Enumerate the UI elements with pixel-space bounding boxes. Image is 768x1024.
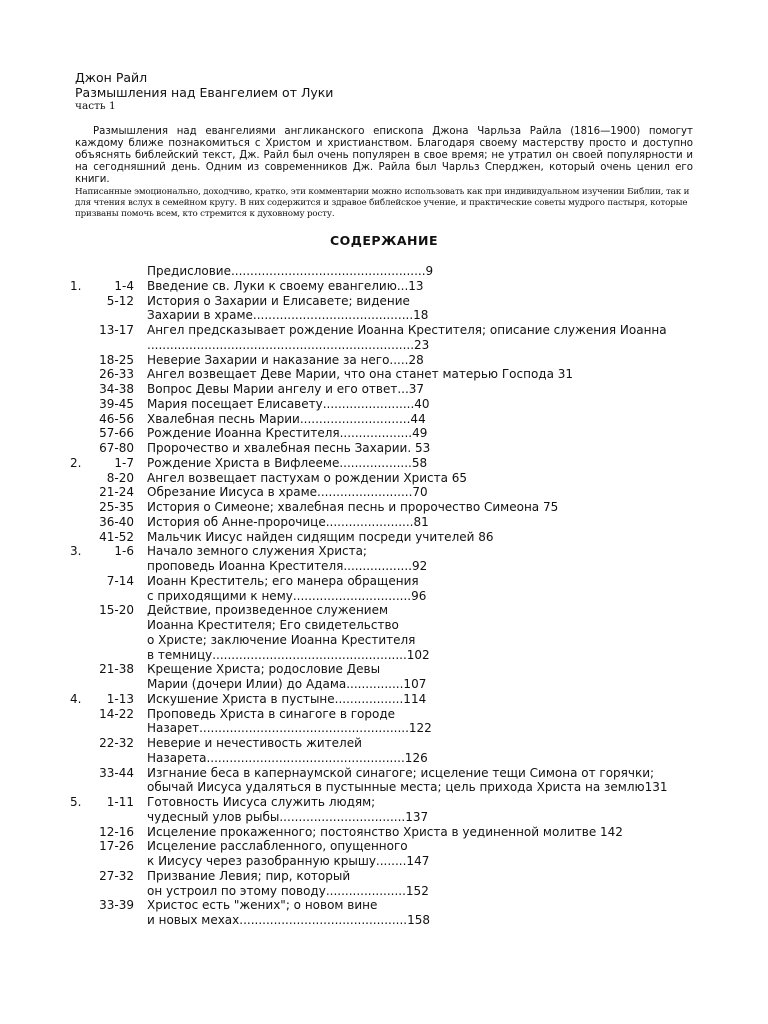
toc-entry — [70, 294, 710, 324]
toc-verse-range: 57-66 — [99, 426, 134, 441]
toc-entry — [70, 795, 710, 825]
toc-verse-range: 1-4 — [114, 278, 134, 293]
toc-entry — [70, 353, 710, 368]
toc-entry — [70, 441, 710, 456]
toc-verse-range: 25-35 — [99, 500, 134, 514]
toc-entry — [70, 530, 710, 545]
toc-entry-line: Захарии в храме..........................................18 — [147, 308, 429, 323]
toc-entry-text — [147, 367, 573, 382]
toc-entry — [70, 264, 710, 279]
toc-entry-line: Пророчество и хвалебная песнь Захарии. 53 — [147, 441, 431, 455]
toc-entry — [70, 662, 710, 692]
toc-entry-line: Начало земного служения Христа; — [147, 544, 367, 559]
toc-entry — [70, 412, 710, 427]
toc-entry — [70, 766, 710, 796]
toc-entry-line: Действие, произведенное служением — [147, 603, 389, 618]
toc-entry-line: в темницу...................................................102 — [147, 647, 430, 662]
toc-entry — [70, 839, 710, 869]
toc-entry-text — [147, 530, 494, 545]
toc-verse-range: 5-12 — [106, 293, 134, 308]
toc-entry-text — [147, 500, 558, 515]
toc-verse-range: 67-80 — [99, 441, 134, 455]
toc-entry-text — [147, 471, 467, 486]
toc-entry-line: Изгнание беса в капернаумской синагоге; исцеление тещи Симона от горячки; — [147, 765, 655, 780]
toc-entry-text — [147, 662, 426, 692]
toc-entry — [70, 515, 710, 530]
author-name: Джон Райл — [75, 70, 148, 85]
toc-entry-text — [147, 544, 427, 574]
toc-verse-range: 8-20 — [106, 470, 134, 485]
toc-verse-range: 36-40 — [99, 514, 134, 529]
toc-entry-text — [147, 736, 428, 766]
toc-chapter-number: 5. — [70, 795, 82, 809]
toc-entry-text — [147, 412, 426, 427]
toc-entry-line: Иоанна Крестителя; Его свидетельство — [147, 618, 399, 632]
toc-entry-line: Назарет.......................................................122 — [147, 721, 432, 736]
toc-entry — [70, 898, 710, 928]
toc-entry-line: Ангел возвещает пастухам о рождении Христа 65 — [147, 470, 468, 485]
toc-entry — [70, 574, 710, 604]
toc-entry-line: Исцеление расслабленного, опущенного — [147, 839, 408, 854]
toc-entry — [70, 500, 710, 515]
toc-entry — [70, 544, 710, 574]
toc-entry-text — [147, 294, 428, 324]
toc-entry-line: Вопрос Девы Марии ангелу и его ответ...37 — [147, 382, 425, 396]
toc-chapter-number: 2. — [70, 455, 82, 470]
toc-entry — [70, 397, 710, 412]
toc-entry-line: Предисловие...................................................9 — [147, 264, 434, 278]
toc-entry — [70, 869, 710, 899]
toc-entry-line: История о Симеоне; хвалебная песнь и пророчество Симеона 75 — [147, 500, 559, 514]
toc-chapter-number: 1. — [70, 278, 82, 293]
toc-entry-text — [147, 515, 429, 530]
toc-entry-line: Назарета....................................................126 — [147, 750, 428, 765]
toc-verse-range: 12-16 — [99, 824, 134, 839]
toc-entry — [70, 825, 710, 840]
toc-entry-text — [147, 825, 623, 840]
toc-entry-line: Христос есть "жених"; о новом вине — [147, 898, 378, 913]
toc-verse-range: 1-6 — [114, 544, 134, 559]
toc-entry — [70, 471, 710, 486]
toc-entry — [70, 279, 710, 294]
toc-entry-line: Рождение Христа в Вифлееме...................58 — [147, 455, 428, 470]
toc-entry-text — [147, 456, 427, 471]
toc-entry-text — [147, 839, 429, 869]
toc-entry-text — [147, 485, 428, 500]
toc-entry-line: Крещение Христа; родословие Девы — [147, 662, 381, 677]
toc-entry-line: Ангел предсказывает рождение Иоанна Крестителя; описание служения Иоанна — [147, 323, 667, 337]
toc-entry-text — [147, 574, 426, 604]
toc-verse-range: 1-13 — [106, 691, 134, 706]
toc-entry-text — [147, 279, 424, 294]
toc-verse-range: 39-45 — [99, 396, 134, 411]
toc-entry-text — [147, 603, 430, 662]
toc-entry — [70, 456, 710, 471]
toc-entry-line: к Иисусу через разобранную крышу........147 — [147, 854, 430, 868]
toc-verse-range: 17-26 — [99, 839, 134, 854]
toc-entry-text — [147, 426, 427, 441]
toc-entry-line: о Христе; заключение Иоанна Крестителя — [147, 632, 416, 647]
toc-entry-line: Исцеление прокаженного; постоянство Христа в уединенной молитве 142 — [147, 824, 623, 839]
toc-entry — [70, 323, 710, 353]
toc-entry — [70, 382, 710, 397]
toc-entry-line: чудесный улов рыбы.................................137 — [147, 809, 429, 824]
toc-verse-range: 26-33 — [99, 367, 134, 382]
toc-entry-line: Мария посещает Елисавету........................40 — [147, 396, 430, 411]
toc-entry-line: и новых мехах............................................158 — [147, 913, 430, 927]
toc-entry-line: Обрезание Иисуса в храме.........................70 — [147, 485, 428, 500]
toc-entry — [70, 603, 710, 662]
toc-entry-text — [147, 707, 432, 737]
toc-verse-range: 14-22 — [99, 706, 134, 721]
toc-verse-range: 41-52 — [99, 529, 134, 544]
toc-entry-text — [147, 795, 428, 825]
toc-verse-range: 34-38 — [99, 382, 134, 396]
toc-verse-range: 27-32 — [99, 868, 134, 883]
toc-entry-line: Готовность Иисуса служить людям; — [147, 795, 376, 809]
toc-entry-text — [147, 397, 430, 412]
toc-verse-range: 21-38 — [99, 662, 134, 677]
toc-entry-text — [147, 692, 426, 707]
toc-entry-text — [147, 353, 424, 368]
toc-verse-range: 7-14 — [106, 573, 134, 588]
toc-verse-range: 21-24 — [99, 485, 134, 500]
toc-verse-range: 33-44 — [99, 765, 134, 780]
toc-entry-line: Иоанн Креститель; его манера обращения — [147, 573, 419, 588]
toc-verse-range: 1-7 — [114, 455, 134, 470]
toc-entry-line: Хвалебная песнь Марии.............................44 — [147, 411, 426, 426]
toc-verse-range: 15-20 — [99, 603, 134, 618]
toc-entry-line: Неверие и нечестивость жителей — [147, 736, 362, 750]
table-of-contents — [70, 264, 710, 928]
toc-entry — [70, 367, 710, 382]
book-title: Размышления над Евангелием от Луки — [75, 85, 334, 100]
toc-verse-range: 18-25 — [99, 352, 134, 367]
toc-entry-text — [147, 264, 433, 279]
toc-entry-line: История о Захарии и Елисавете; видение — [147, 293, 410, 308]
toc-entry-line: Ангел возвещает Деве Марии, что она станет матерью Господа 31 — [147, 367, 574, 382]
toc-entry-line: Неверие Захарии и наказание за него.....28 — [147, 352, 424, 367]
toc-verse-range: 46-56 — [99, 411, 134, 426]
toc-entry-text — [147, 323, 667, 353]
toc-entry-line: Введение св. Луки к своему евангелию...13 — [147, 278, 424, 293]
intro-paragraph: Размышления над евангелиями англиканского епископа Джона Чарльза Райла (1816—1900) помогут каждому ближе познакомиться с Христом и христианством. Благодаря своему мастерству просто и доступно объяснять библейский текст, Дж. Райл был очень популярен в свое время; не утратил он своей популярности и на сегодняшний день. Одним из современников Дж. Райла был Чарльз Сперджен, который очень ценил его книги. — [75, 126, 693, 186]
toc-verse-range: 1-11 — [106, 795, 134, 809]
toc-entry-line: проповедь Иоанна Крестителя..................92 — [147, 559, 428, 573]
toc-entry-line: Марии (дочери Илии) до Адама...............107 — [147, 677, 427, 691]
toc-entry — [70, 707, 710, 737]
toc-entry — [70, 426, 710, 441]
toc-verse-range: 33-39 — [99, 898, 134, 913]
toc-entry — [70, 692, 710, 707]
toc-verse-range: 13-17 — [99, 323, 134, 337]
toc-entry — [70, 485, 710, 500]
toc-chapter-number: 4. — [70, 691, 82, 706]
toc-entry — [70, 736, 710, 766]
toc-entry-text — [147, 869, 429, 899]
toc-entry-line: Призвание Левия; пир, который — [147, 868, 351, 883]
toc-entry-line: он устроил по этому поводу.....................152 — [147, 883, 429, 898]
toc-entry-line: Искушение Христа в пустыне..................114 — [147, 691, 427, 706]
toc-entry-line: Мальчик Иисус найден сидящим посреди учителей 86 — [147, 529, 494, 544]
toc-entry-text — [147, 382, 424, 397]
part-label: часть 1 — [75, 100, 116, 112]
toc-entry-line: История об Анне-пророчице.......................81 — [147, 514, 429, 529]
toc-entry-text — [147, 766, 668, 796]
toc-chapter-number: 3. — [70, 544, 82, 559]
toc-heading: СОДЕРЖАНИЕ — [329, 233, 439, 248]
toc-entry-line: обычай Иисуса удаляться в пустынные места; цель прихода Христа на землю131 — [147, 780, 668, 795]
note-paragraph: Написанные эмоционально, доходчиво, кратко, эти комментарии можно использовать как при индивидуальном изучении Библии, так и для чтения вслух в семейном кругу. В них содержится и здравое библейское учение, и практические советы мудрого пастыря, которые призваны помочь всем, кто стремится к духовному росту. — [75, 187, 690, 220]
toc-entry-text — [147, 441, 430, 456]
toc-entry-line: Рождение Иоанна Крестителя...................49 — [147, 426, 428, 441]
toc-entry-line: ......................................................................23 — [147, 337, 430, 352]
toc-entry-line: Проповедь Христа в синагоге в городе — [147, 706, 396, 721]
toc-entry-text — [147, 898, 430, 928]
toc-verse-range: 22-32 — [99, 736, 134, 750]
toc-entry-line: с приходящими к нему...............................96 — [147, 588, 427, 603]
